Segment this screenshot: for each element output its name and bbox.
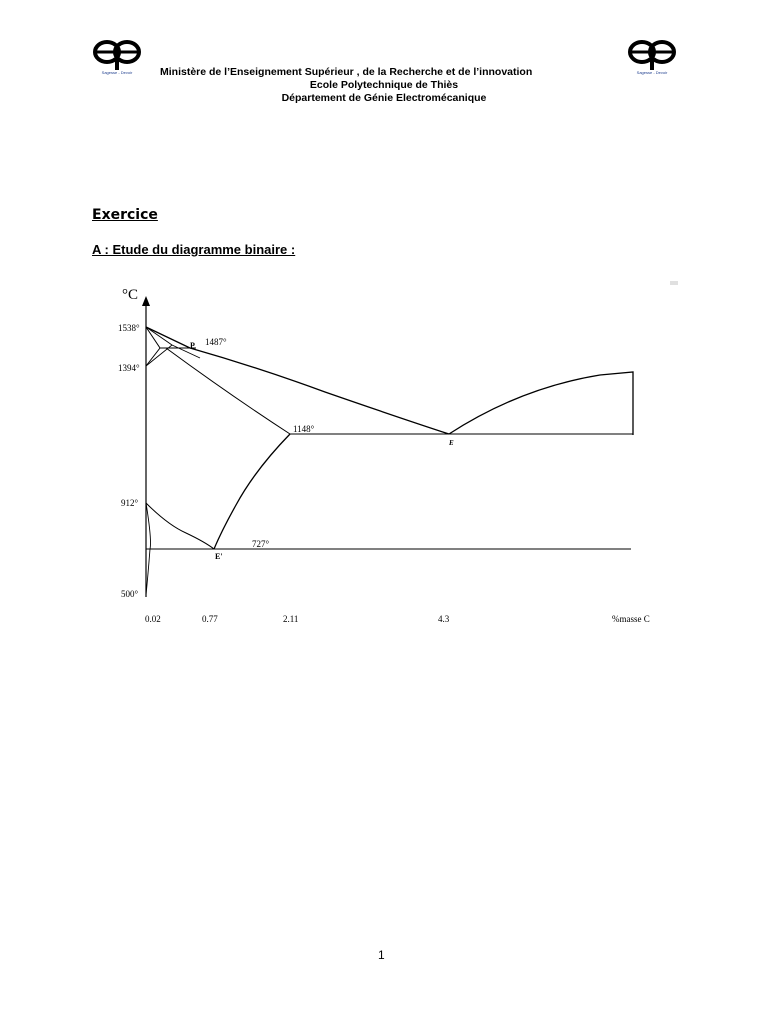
y-tick-label: 1394° bbox=[118, 363, 140, 373]
alpha-solvus bbox=[146, 549, 150, 595]
point-p-label: P bbox=[190, 341, 195, 350]
y-axis-unit: °C bbox=[122, 287, 139, 303]
page-number: 1 bbox=[378, 948, 385, 962]
delta-solidus bbox=[146, 327, 172, 345]
alpha-boundary bbox=[146, 503, 151, 549]
eutectic-temperature: 1148° bbox=[293, 424, 315, 434]
y-tick-label: 912° bbox=[121, 498, 139, 508]
x-tick-label: 0.77 bbox=[202, 614, 218, 624]
liquidus-right bbox=[449, 372, 633, 435]
x-axis-label: %masse C bbox=[612, 614, 650, 624]
solidus bbox=[166, 348, 290, 434]
ministry-line: Ministère de l’Enseignement Supérieur , de la Recherche et de l’innovation bbox=[160, 66, 533, 78]
acm-line bbox=[214, 434, 290, 549]
peritectic-temperature: 1487° bbox=[205, 337, 227, 347]
x-tick-label: 4.3 bbox=[438, 614, 450, 624]
eutectoid-temperature: 727° bbox=[252, 539, 270, 549]
x-tick-label: 0.02 bbox=[145, 614, 161, 624]
y-tick-label: 1538° bbox=[118, 323, 140, 333]
y-axis-arrow-icon bbox=[142, 296, 150, 306]
logo-motto: Sagesse - Devoir bbox=[636, 70, 668, 75]
section-heading: A : Etude du diagramme binaire : bbox=[92, 242, 296, 257]
a3-line bbox=[146, 503, 214, 549]
x-tick-label: 2.11 bbox=[283, 614, 299, 624]
school-line: Ecole Polytechnique de Thiès bbox=[309, 79, 459, 91]
point-e-label: E bbox=[449, 439, 454, 447]
y-tick-label: 500° bbox=[121, 589, 139, 599]
department-line: Département de Génie Electromécanique bbox=[281, 92, 487, 104]
point-e-prime-label: E' bbox=[215, 552, 223, 561]
logo-motto: Sagesse - Devoir bbox=[101, 70, 133, 75]
exercise-title: Exercice bbox=[92, 207, 158, 223]
